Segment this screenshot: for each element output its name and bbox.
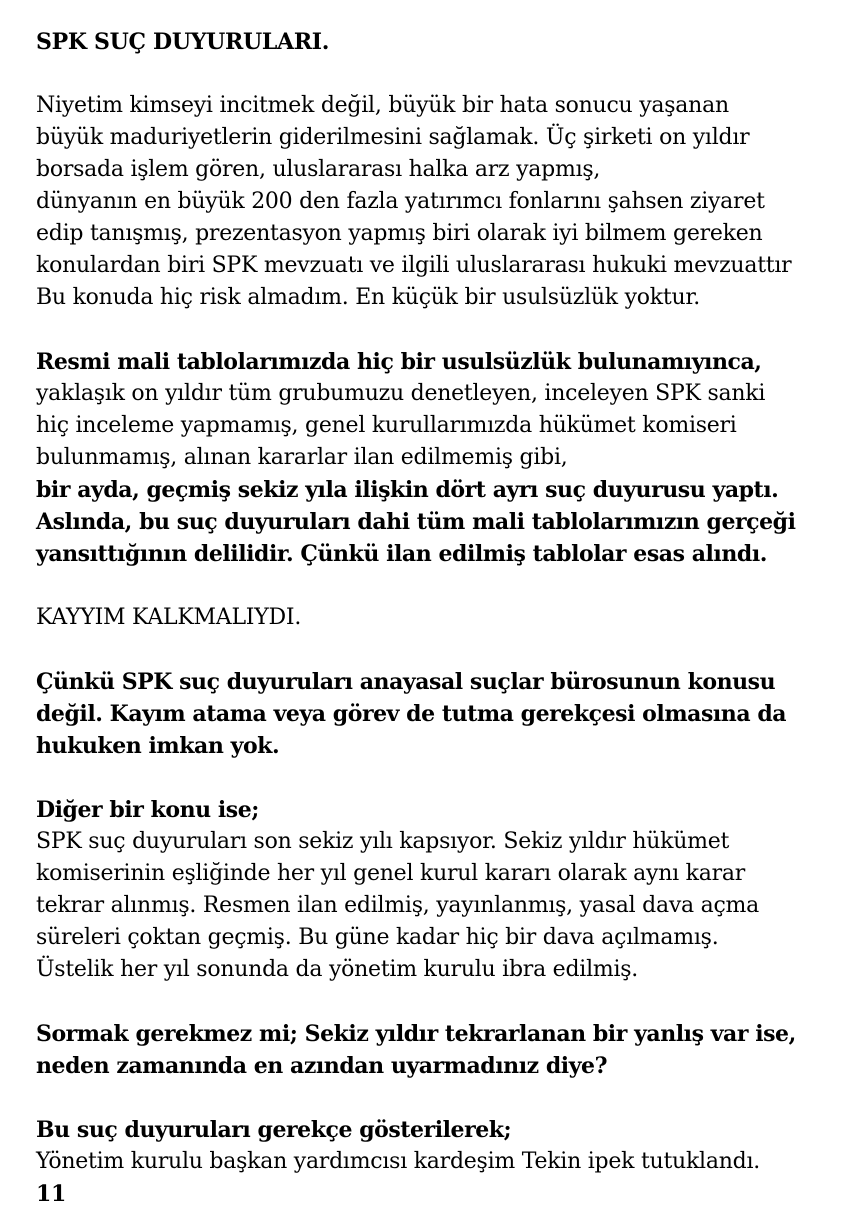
text-line: Bu konuda hiç risk almadım. En küçük bir usulsüzlük yoktur. <box>36 285 700 310</box>
paragraph-financial-statements <box>36 346 856 570</box>
bold-text-line: Bu suç duyuruları gerekçe gösterilerek; <box>36 1117 512 1143</box>
paragraph-intro <box>36 90 856 314</box>
text-line: büyük maduriyetlerin giderilmesini sağlamak. Üç şirketi on yıldır <box>36 125 750 150</box>
bold-text-line: değil. Kayım atama veya görev de tutma gerekçesi olmasına da <box>36 701 787 727</box>
section-heading: KAYYIM KALKMALIYDI. <box>36 605 302 630</box>
text-line: süreleri çoktan geçmiş. Bu güne kadar hiç bir dava açılmamış. <box>36 925 719 950</box>
text-line: Niyetim kimseyi incitmek değil, büyük bir hata sonucu yaşanan <box>36 93 729 118</box>
bold-text-line: hukuken imkan yok. <box>36 733 280 759</box>
bold-text-line: yansıttığının delilidir. Çünkü ilan edilmiş tablolar esas alındı. <box>36 541 767 567</box>
paragraph-gap <box>36 986 856 1018</box>
text-line: borsada işlem gören, uluslararası halka arz yapmış, <box>36 157 601 182</box>
bold-text-line: neden zamanında en azından uyarmadınız diye? <box>36 1053 608 1079</box>
text-line: bulunmamış, alınan kararlar ilan edilmemiş gibi, <box>36 445 568 470</box>
bold-text-line: Çünkü SPK suç duyuruları anayasal suçlar bürosunun konusu <box>36 669 776 695</box>
text-line: Yönetim kurulu başkan yardımcısı kardeşim Tekin ipek tutuklandı. <box>36 1149 760 1174</box>
document-title: SPK SUÇ DUYURULARI. <box>36 29 330 55</box>
text-line: SPK suç duyuruları son sekiz yılı kapsıyor. Sekiz yıldır hükümet <box>36 829 730 854</box>
text-line: dünyanın en büyük 200 den fazla yatırımcı fonlarını şahsen ziyaret <box>36 189 765 214</box>
bold-text-line: Sormak gerekmez mi; Sekiz yıldır tekrarlanan bir yanlış var ise, <box>36 1021 796 1047</box>
paragraph-arrest <box>36 1114 856 1178</box>
paragraph-gap <box>36 1082 856 1114</box>
text-line: hiç inceleme yapmamış, genel kurullarımızda hükümet komiseri <box>36 413 737 438</box>
text-line: konulardan biri SPK mevzuatı ve ilgili uluslararası hukuki mevzuattır <box>36 253 792 278</box>
paragraph-question <box>36 1018 856 1082</box>
text-line: Üstelik her yıl sonunda da yönetim kurulu ibra edilmiş. <box>36 957 639 982</box>
text-line: yaklaşık on yıldır tüm grubumuzu denetleyen, inceleyen SPK sanki <box>36 381 766 406</box>
paragraph-trustee <box>36 666 856 762</box>
paragraph-other-topic <box>36 794 856 986</box>
bold-text-line: Aslında, bu suç duyuruları dahi tüm mali tablolarımızın gerçeği <box>36 509 796 535</box>
paragraph-gap <box>36 570 856 602</box>
bold-text-line: Resmi mali tablolarımızda hiç bir usulsüzlük bulunamıyınca, <box>36 349 762 375</box>
text-line: komiserinin eşliğinde her yıl genel kurul kararı olarak aynı karar <box>36 861 746 886</box>
paragraph-gap <box>36 762 856 794</box>
bold-text-line: bir ayda, geçmiş sekiz yıla ilişkin dört ayrı suç duyurusu yaptı. <box>36 477 779 503</box>
text-line: tekrar alınmış. Resmen ilan edilmiş, yayınlanmış, yasal dava açma <box>36 893 760 918</box>
document-page <box>36 26 856 1210</box>
bold-text-line: Diğer bir konu ise; <box>36 797 259 823</box>
text-line: edip tanışmış, prezentasyon yapmış biri olarak iyi bilmem gereken <box>36 221 763 246</box>
paragraph-gap <box>36 314 856 346</box>
paragraph-gap <box>36 634 856 666</box>
paragraph-gap <box>36 58 856 90</box>
page-number: 11 <box>36 1181 67 1207</box>
